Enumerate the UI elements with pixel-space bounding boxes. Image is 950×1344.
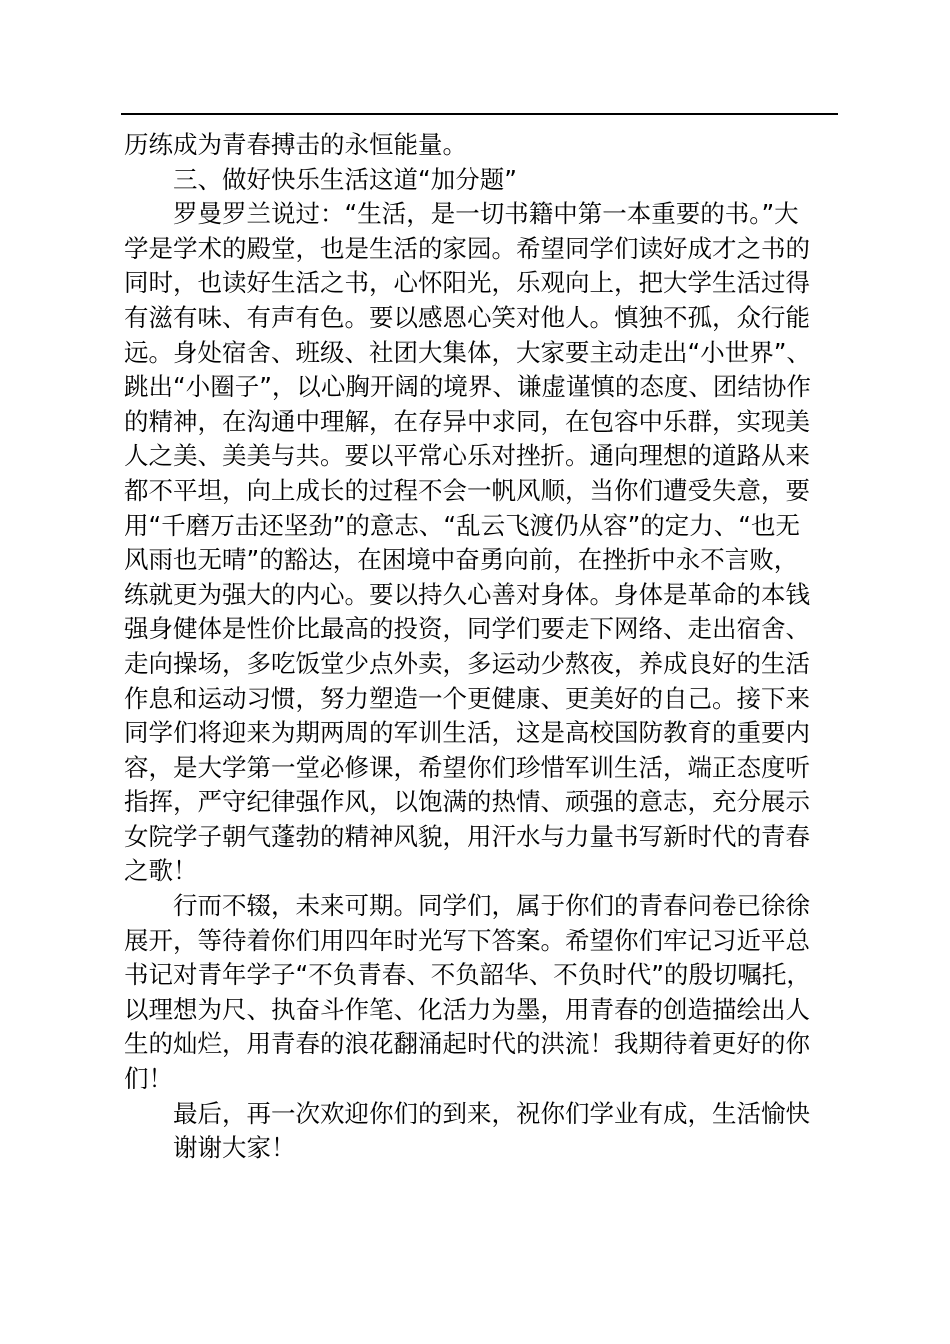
text-line: 之歌！ <box>124 856 198 886</box>
text-line: 最后，再一次欢迎你们的到来，祝你们学业有成，生活愉快 <box>173 1098 810 1128</box>
text-line: 学是学术的殿堂，也是生活的家园。希望同学们读好成才之书的 <box>124 233 810 263</box>
text-line: 强身健体是性价比最高的投资，同学们要走下网络、走出宿舍、 <box>124 614 810 644</box>
text-line: 走向操场，多吃饭堂少点外卖，多运动少熬夜，养成良好的生活 <box>124 648 810 678</box>
text-line: 容，是大学第一堂必修课，希望你们珍惜军训生活，端正态度听 <box>124 752 810 782</box>
text-line: 同学们将迎来为期两周的军训生活，这是高校国防教育的重要内 <box>124 718 810 748</box>
text-line: 都不平坦，向上成长的过程不会一帆风顺，当你们遭受失意，要 <box>124 475 810 505</box>
text-line: 以理想为尺、执奋斗作笔、化活力为墨，用青春的创造描绘出人 <box>124 994 810 1024</box>
text-line: 女院学子朝气蓬勃的精神风貌，用汗水与力量书写新时代的青春 <box>124 821 810 851</box>
section-heading: 三、做好快乐生活这道“加分题” <box>173 164 517 194</box>
text-line: 跳出“小圈子”，以心胸开阔的境界、谦虚谨慎的态度、团结协作 <box>124 372 811 402</box>
text-line: 人之美、美美与共。要以平常心乐对挫折。通向理想的道路从来 <box>124 441 810 471</box>
text-line: 历练成为青春搏击的永恒能量。 <box>124 130 467 159</box>
text-line: 书记对青年学子“不负青春、不负韶华、不负时代”的殷切嘱托， <box>124 960 811 990</box>
text-line: 展开，等待着你们用四年时光写下答案。希望你们牢记习近平总 <box>124 925 810 955</box>
text-line: 们！ <box>124 1064 173 1094</box>
text-line: 同时，也读好生活之书，心怀阳光，乐观向上，把大学生活过得 <box>124 268 810 298</box>
text-line: 作息和运动习惯，努力塑造一个更健康、更美好的自己。接下来 <box>124 683 810 713</box>
text-line: 谢谢大家！ <box>173 1133 296 1163</box>
text-line: 行而不辍，未来可期。同学们，属于你们的青春问卷已徐徐 <box>173 891 810 921</box>
header-rule <box>121 113 838 115</box>
text-line: 生的灿烂，用青春的浪花翻涌起时代的洪流！我期待着更好的你 <box>124 1029 810 1059</box>
text-line: 练就更为强大的内心。要以持久心善对身体。身体是革命的本钱 <box>124 579 810 609</box>
text-line: 远。身处宿舍、班级、社团大集体，大家要主动走出“小世界”、 <box>124 337 811 367</box>
text-line: 的精神，在沟通中理解，在存异中求同，在包容中乐群，实现美 <box>124 406 810 436</box>
text-line: 有滋有味、有声有色。要以感恩心笑对他人。慎独不孤，众行能 <box>124 302 810 332</box>
text-line: 指挥，严守纪律强作风，以饱满的热情、顽强的意志，充分展示 <box>124 787 810 817</box>
body-text <box>124 128 844 1166</box>
text-line: 罗曼罗兰说过：“生活，是一切书籍中第一本重要的书。”大 <box>173 199 799 229</box>
text-line: 用“千磨万击还坚劲”的意志、“乱云飞渡仍从容”的定力、“也无 <box>124 510 800 540</box>
text-line: 风雨也无晴”的豁达，在困境中奋勇向前，在挫折中永不言败， <box>124 545 799 575</box>
